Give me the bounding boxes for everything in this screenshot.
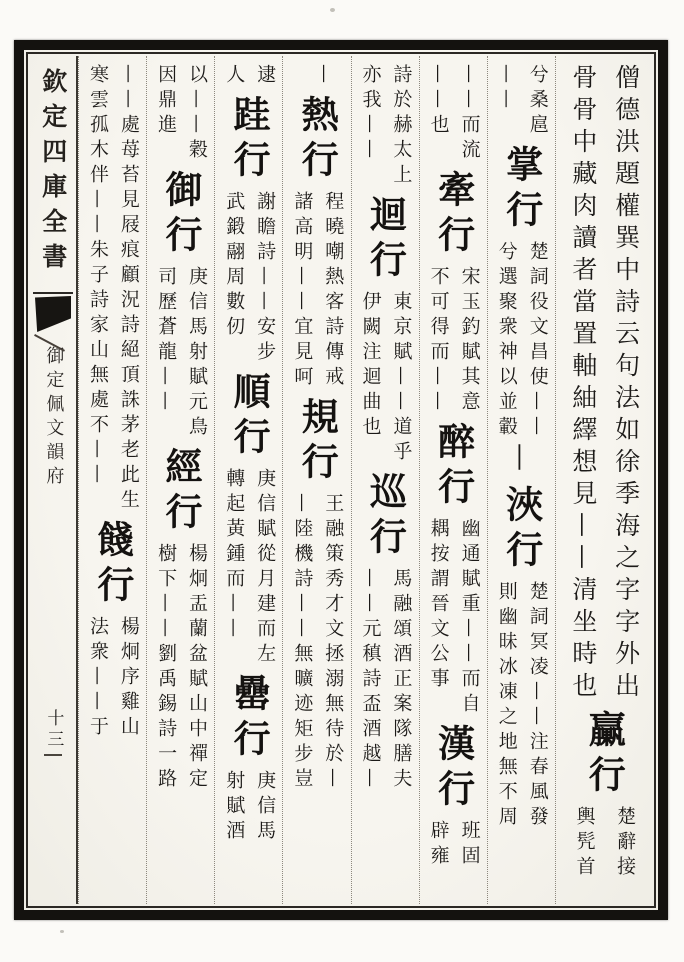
annotation-right-row: 詩於赫太上 [390, 64, 413, 189]
annotation-right-row: — [313, 64, 336, 89]
scan-speck [330, 8, 335, 12]
entry-word: 跬行 [227, 95, 272, 185]
text-column [282, 56, 350, 904]
annotation-right-row: 楚辭接 [614, 806, 637, 881]
entry-word: 臝行 [582, 710, 627, 800]
entry-word: 御行 [159, 170, 203, 260]
entry-word: 經行 [159, 447, 203, 537]
annotation [420, 518, 487, 718]
annotation-left-row: 不可得而—— [427, 266, 450, 416]
annotation [283, 493, 350, 793]
entry-word: 順行 [227, 372, 272, 462]
page-content [30, 56, 652, 904]
fishtail-icon [33, 292, 73, 336]
text-column [555, 56, 652, 904]
entry-word: 罍行 [227, 674, 272, 764]
annotation-right-row: 楚詞役文昌使—— [526, 241, 549, 441]
annotation [147, 266, 214, 441]
annotation [147, 64, 214, 164]
annotation-right-row: 僧德洪題權巽中詩云句法如徐季海之字字外出 [611, 64, 641, 704]
text-column [78, 56, 146, 904]
annotation [215, 770, 282, 845]
annotation-right-row: 逮 [254, 64, 277, 89]
annotation-right-row: 庚信賦從月建而左 [254, 468, 277, 668]
annotation [488, 581, 555, 831]
annotation-right-row: 宋玉釣賦其意 [458, 266, 481, 416]
annotation [488, 64, 555, 139]
annotation-left-row: —陸機詩——無曠迹矩步豈 [291, 493, 314, 793]
annotation-right-row: 王融策秀才文拯溺無待於— [322, 493, 345, 793]
annotation-left-row: 射賦酒 [223, 770, 246, 845]
entry-word: 醉行 [431, 422, 476, 512]
annotation-left-row: —— [495, 64, 518, 114]
annotation-left-row: 樹下——劉禹錫詩一路 [155, 543, 178, 793]
annotation [420, 64, 487, 164]
annotation-right-row: 以——穀 [186, 64, 208, 164]
text-column [351, 56, 419, 904]
annotation [352, 64, 419, 189]
annotation-left-row: 輿髠首 [573, 806, 596, 881]
annotation-right-row: 楊炯盂蘭盆賦山中禪定 [186, 543, 208, 793]
annotation-right-row: ——而流 [458, 64, 481, 164]
annotation-right-row: 楚詞冥凌——注春風發 [526, 581, 549, 831]
annotation-left-row: ——也 [427, 64, 450, 139]
annotation-right-row: 謝瞻詩——安步 [254, 191, 277, 366]
annotation-right-row: 東京賦——道乎 [390, 291, 413, 466]
annotation [79, 64, 146, 514]
volume-title: 御定佩文韻府 [43, 346, 65, 490]
annotation [352, 291, 419, 466]
entry-word: 巡行 [363, 472, 408, 562]
annotation [215, 468, 282, 668]
annotation [283, 64, 350, 89]
annotation [352, 568, 419, 793]
annotation-left-row: 寒雲孤木伴——朱子詩家山無處不—— [86, 64, 109, 489]
annotation-left-row: 司歷蒼龍—— [155, 266, 178, 416]
entry-word: 浹行 [499, 485, 544, 575]
annotation [147, 543, 214, 793]
annotation-left-row: 則幽昧冰凍之地無不周 [495, 581, 518, 831]
annotation-left-row: 伊闕注迴曲也 [359, 291, 382, 441]
entry-word: 漢行 [431, 724, 476, 814]
annotation [215, 64, 282, 89]
text-column [487, 56, 555, 904]
annotation-left-row: 武鍛翮周數仞 [223, 191, 246, 341]
annotation [556, 806, 652, 881]
annotation-left-row: 辟雍 [427, 820, 450, 870]
entry-word: 餞行 [90, 520, 135, 610]
annotation-left-row: 法衆——于 [86, 616, 109, 741]
book-title: 欽定四庫全書 [38, 68, 68, 278]
entry-word: 迴行 [363, 195, 408, 285]
fold-column [30, 56, 78, 904]
annotation-left-row: 因鼎進 [155, 64, 178, 139]
main-text-area [78, 56, 652, 904]
text-column [146, 56, 214, 904]
annotation-left-row: 兮選聚衆神以並轂 [495, 241, 518, 441]
annotation [283, 191, 350, 391]
annotation-left-row: ——元稹詩盃酒越— [359, 568, 382, 793]
entry-word: 掌行 [499, 145, 544, 235]
annotation [488, 241, 555, 441]
annotation-right-row: 馬融頌酒正案隊膳夫 [390, 568, 413, 793]
annotation [420, 266, 487, 416]
quote-text: — [505, 443, 539, 477]
annotation-left-row: 耦按謂晉文公事 [427, 518, 450, 693]
annotation-left-row: 人 [223, 64, 246, 89]
page-number: 十三 [44, 709, 63, 756]
annotation [215, 191, 282, 366]
annotation-left-row: 轉起黃鍾而—— [223, 468, 246, 643]
annotation-left-row: 亦我—— [359, 64, 382, 164]
page-frame [14, 40, 668, 920]
annotation-left-row: 骨骨中藏肉讀者當置軸紬繹想見——清坐時也 [568, 64, 598, 704]
text-column [214, 56, 282, 904]
entry-word: 牽行 [431, 170, 476, 260]
annotation-right-row: ——處苺苔見屐痕顧況詩絕頂誅茅老此生 [117, 64, 140, 514]
annotation [420, 820, 487, 870]
annotation-right-row: 楊炯序雞山 [117, 616, 140, 741]
annotation-right-row: 程曉嘲熱客詩傳戒 [322, 191, 345, 391]
entry-word: 規行 [295, 397, 340, 487]
annotation-right-row: 班固 [458, 820, 481, 870]
annotation-right-row: 庚信馬 [254, 770, 277, 845]
annotation [556, 64, 652, 704]
annotation-left-row: 諸高明——宜見呵 [291, 191, 314, 391]
annotation [79, 616, 146, 741]
annotation-right-row: 庚信馬射賦元鳥 [186, 266, 208, 441]
entry-word: 熱行 [295, 95, 340, 185]
annotation-right-row: 幽通賦重——而自 [458, 518, 481, 718]
annotation-right-row: 兮桑扈 [526, 64, 549, 139]
text-column [419, 56, 487, 904]
scan-speck [60, 930, 64, 933]
